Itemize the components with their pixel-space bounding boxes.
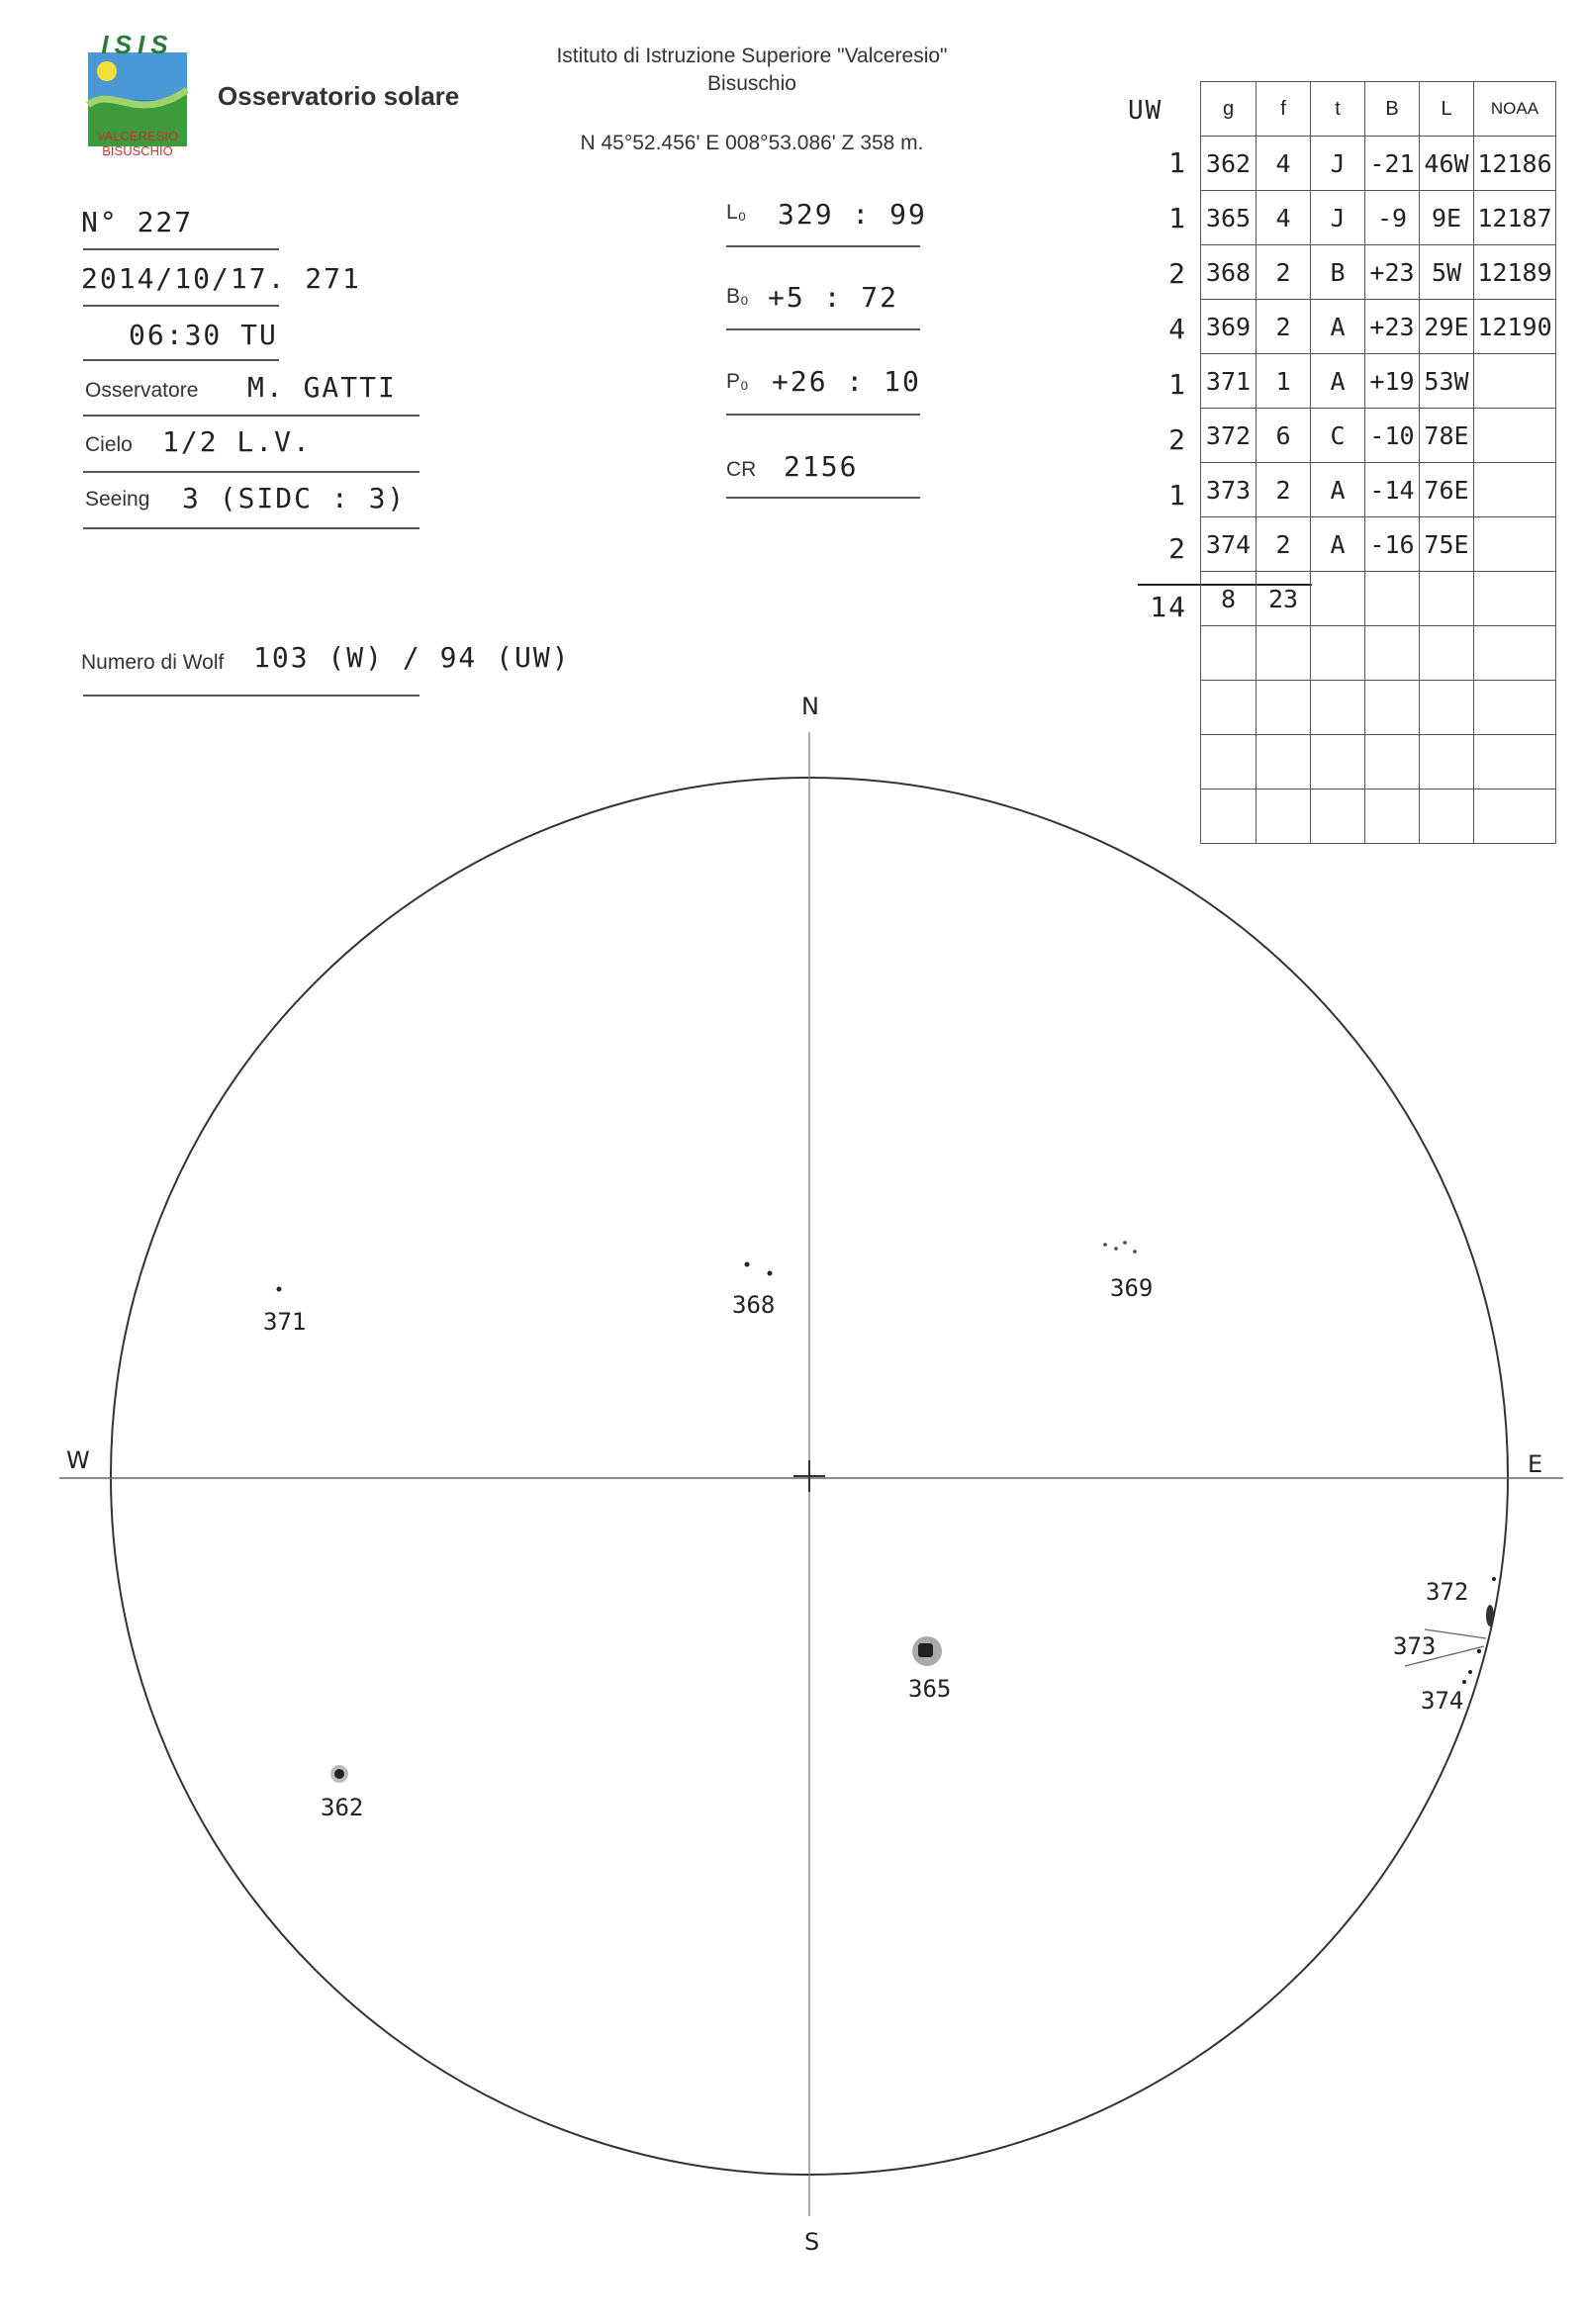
B0-value: +5 : 72: [768, 281, 899, 314]
spot-count: 4: [1257, 191, 1311, 245]
column-header-g: g: [1201, 82, 1257, 137]
observer-label: Osservatore: [85, 379, 199, 402]
carrington-rotation: 2156: [784, 450, 859, 483]
observation-date: 2014/10/17. 271: [81, 262, 361, 295]
north-label: N: [801, 693, 819, 720]
spot-label-372: 372: [1426, 1578, 1469, 1606]
noaa-number: 12190: [1474, 300, 1556, 354]
group-number: 372: [1201, 409, 1257, 463]
institute-town: Bisuschio: [707, 72, 796, 95]
sky-condition: 1/2 L.V.: [162, 425, 312, 458]
logo-text: ISIS: [101, 30, 174, 59]
group-number: 365: [1201, 191, 1257, 245]
group-type: A: [1311, 517, 1365, 572]
spot-label-374: 374: [1421, 1687, 1464, 1715]
uw-total: 14: [1150, 591, 1187, 623]
total-spots: 23: [1257, 572, 1311, 626]
group-type: B: [1311, 245, 1365, 300]
spot-count: 1: [1257, 354, 1311, 409]
west-label: W: [66, 1446, 90, 1474]
longitude: 53W: [1420, 354, 1474, 409]
wolf-label: Numero di Wolf: [81, 651, 225, 674]
observation-time: 06:30 TU: [129, 319, 278, 351]
noaa-number: 12187: [1474, 191, 1556, 245]
latitude: -14: [1365, 463, 1420, 517]
longitude: 78E: [1420, 409, 1474, 463]
spot-label-373: 373: [1393, 1632, 1437, 1660]
spot-label-369: 369: [1110, 1274, 1154, 1302]
sunspot-369: [1133, 1250, 1137, 1254]
group-number: 371: [1201, 354, 1257, 409]
longitude: 5W: [1420, 245, 1474, 300]
logo-subtitle-town: BISUSCHIO: [102, 143, 173, 158]
spot-count: 2: [1257, 463, 1311, 517]
seeing-value: 3 (SIDC : 3): [182, 482, 407, 514]
observer-name: M. GATTI: [247, 371, 397, 404]
group-number: 369: [1201, 300, 1257, 354]
column-header-noaa: NOAA: [1474, 82, 1556, 137]
sunspot-371: [277, 1287, 282, 1292]
institute-name: Istituto di Istruzione Superiore "Valceresio": [556, 45, 948, 67]
group-type: J: [1311, 191, 1365, 245]
column-header-B: B: [1365, 82, 1420, 137]
wolf-number: 103 (W) / 94 (UW): [253, 641, 571, 674]
latitude: +19: [1365, 354, 1420, 409]
sunspot-369: [1114, 1247, 1118, 1251]
B0-label: B₀: [726, 285, 749, 308]
sunspot-362-umbra: [334, 1769, 344, 1779]
spot-label-371: 371: [263, 1308, 307, 1336]
east-label: E: [1528, 1450, 1543, 1478]
spot-count: 2: [1257, 300, 1311, 354]
seeing-label: Seeing: [85, 488, 150, 511]
longitude: 29E: [1420, 300, 1474, 354]
uw-value: 1: [1168, 202, 1187, 234]
group-number: 362: [1201, 137, 1257, 191]
spot-count: 2: [1257, 517, 1311, 572]
group-type: C: [1311, 409, 1365, 463]
column-header-L: L: [1420, 82, 1474, 137]
group-type: J: [1311, 137, 1365, 191]
logo-subtitle: VALCERESIO: [96, 129, 179, 143]
group-number: 373: [1201, 463, 1257, 517]
latitude: -16: [1365, 517, 1420, 572]
latitude: -9: [1365, 191, 1420, 245]
group-number: 368: [1201, 245, 1257, 300]
carrington-label: CR: [726, 458, 757, 481]
sunspot-369: [1123, 1241, 1127, 1245]
group-type: A: [1311, 354, 1365, 409]
observatory-coordinates: N 45°52.456' E 008°53.086' Z 358 m.: [580, 132, 924, 154]
latitude: -10: [1365, 409, 1420, 463]
L0-value: 329 : 99: [778, 198, 927, 231]
sunspot-368: [745, 1262, 750, 1267]
spot-count: 2: [1257, 245, 1311, 300]
latitude: +23: [1365, 245, 1420, 300]
spot-count: 6: [1257, 409, 1311, 463]
spot-label-362: 362: [321, 1794, 364, 1821]
longitude: 9E: [1420, 191, 1474, 245]
south-label: S: [804, 2228, 820, 2256]
uw-value: 1: [1168, 368, 1187, 401]
group-number: 374: [1201, 517, 1257, 572]
spot-label-365: 365: [908, 1675, 952, 1703]
longitude: 46W: [1420, 137, 1474, 191]
uw-value: 2: [1168, 532, 1187, 565]
column-header-f: f: [1257, 82, 1311, 137]
P0-label: P₀: [726, 370, 749, 393]
record-number: N° 227: [81, 206, 194, 238]
P0-value: +26 : 10: [772, 365, 921, 398]
uw-column-header: UW: [1128, 96, 1164, 126]
uw-value: 1: [1168, 479, 1187, 511]
group-type: A: [1311, 463, 1365, 517]
spot-label-368: 368: [732, 1291, 776, 1319]
latitude: +23: [1365, 300, 1420, 354]
sunspot-372: [1492, 1577, 1496, 1581]
longitude: 75E: [1420, 517, 1474, 572]
sunspot-369: [1103, 1243, 1107, 1247]
uw-value: 1: [1168, 146, 1187, 179]
uw-value: 2: [1168, 257, 1187, 290]
L0-label: L₀: [726, 201, 747, 224]
sunspot-374: [1462, 1680, 1466, 1684]
uw-value: 4: [1168, 313, 1187, 345]
noaa-number: 12189: [1474, 245, 1556, 300]
sunspot-368: [768, 1271, 773, 1276]
sunspot-374: [1468, 1670, 1472, 1674]
sunspot-373: [1477, 1649, 1481, 1653]
column-header-t: t: [1311, 82, 1365, 137]
observatory-title: Osservatorio solare: [218, 81, 460, 111]
latitude: -21: [1365, 137, 1420, 191]
noaa-number: 12186: [1474, 137, 1556, 191]
spot-count: 4: [1257, 137, 1311, 191]
sunspot-372: [1486, 1605, 1494, 1627]
total-groups: 8: [1201, 572, 1257, 626]
uw-value: 2: [1168, 423, 1187, 456]
longitude: 76E: [1420, 463, 1474, 517]
sunspot-365-umbra: [918, 1643, 933, 1657]
sky-label: Cielo: [85, 433, 133, 456]
group-type: A: [1311, 300, 1365, 354]
